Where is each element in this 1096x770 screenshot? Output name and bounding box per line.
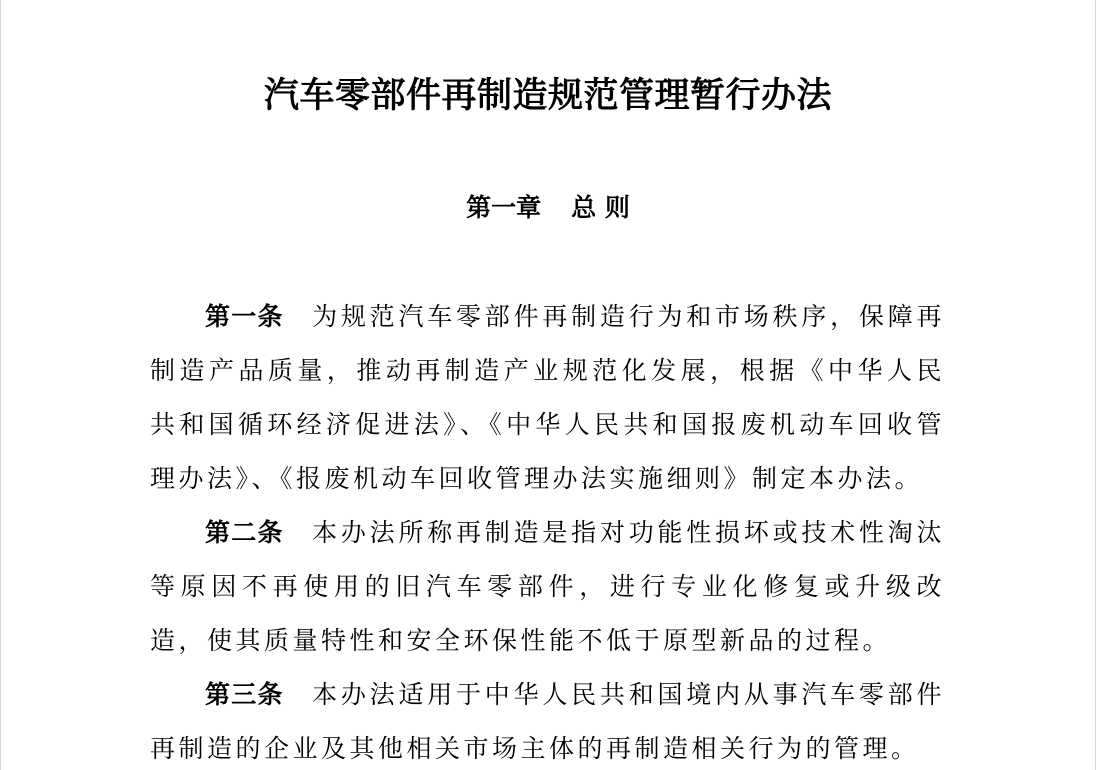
chapter-name: 总 则 (571, 193, 630, 222)
document-title: 汽车零部件再制造规范管理暂行办法 (263, 75, 832, 116)
article-text: 本办法所称再制造是指对功能性损坏或技术性淘汰等原因不再使用的旧汽车零部件，进行专业化修复或升级改造，使其质量特性和安全环保性能不低于原型新品的过程。 (150, 518, 945, 655)
article-text: 为规范汽车零部件再制造行为和市场秩序，保障再制造产品质量，推动再制造产业规范化发展，根据《中华人民共和国循环经济促进法》、《中华人民共和国报废机动车回收管理办法》、《报废机动车回收管理办法实施细则》制定本办法。 (150, 302, 945, 493)
chapter-number: 第一章 (466, 193, 542, 222)
article-2 (150, 506, 945, 668)
chapter-heading (0, 190, 1096, 226)
article-text: 本办法适用于中华人民共和国境内从事汽车零部件再制造的企业及其他相关市场主体的再制造相关行为的管理。 (150, 680, 945, 763)
article-number: 第一条 (205, 302, 284, 331)
document-body (150, 290, 945, 770)
article-3 (150, 668, 945, 770)
article-number: 第二条 (205, 518, 284, 547)
article-number: 第三条 (205, 680, 284, 709)
article-1 (150, 290, 945, 506)
